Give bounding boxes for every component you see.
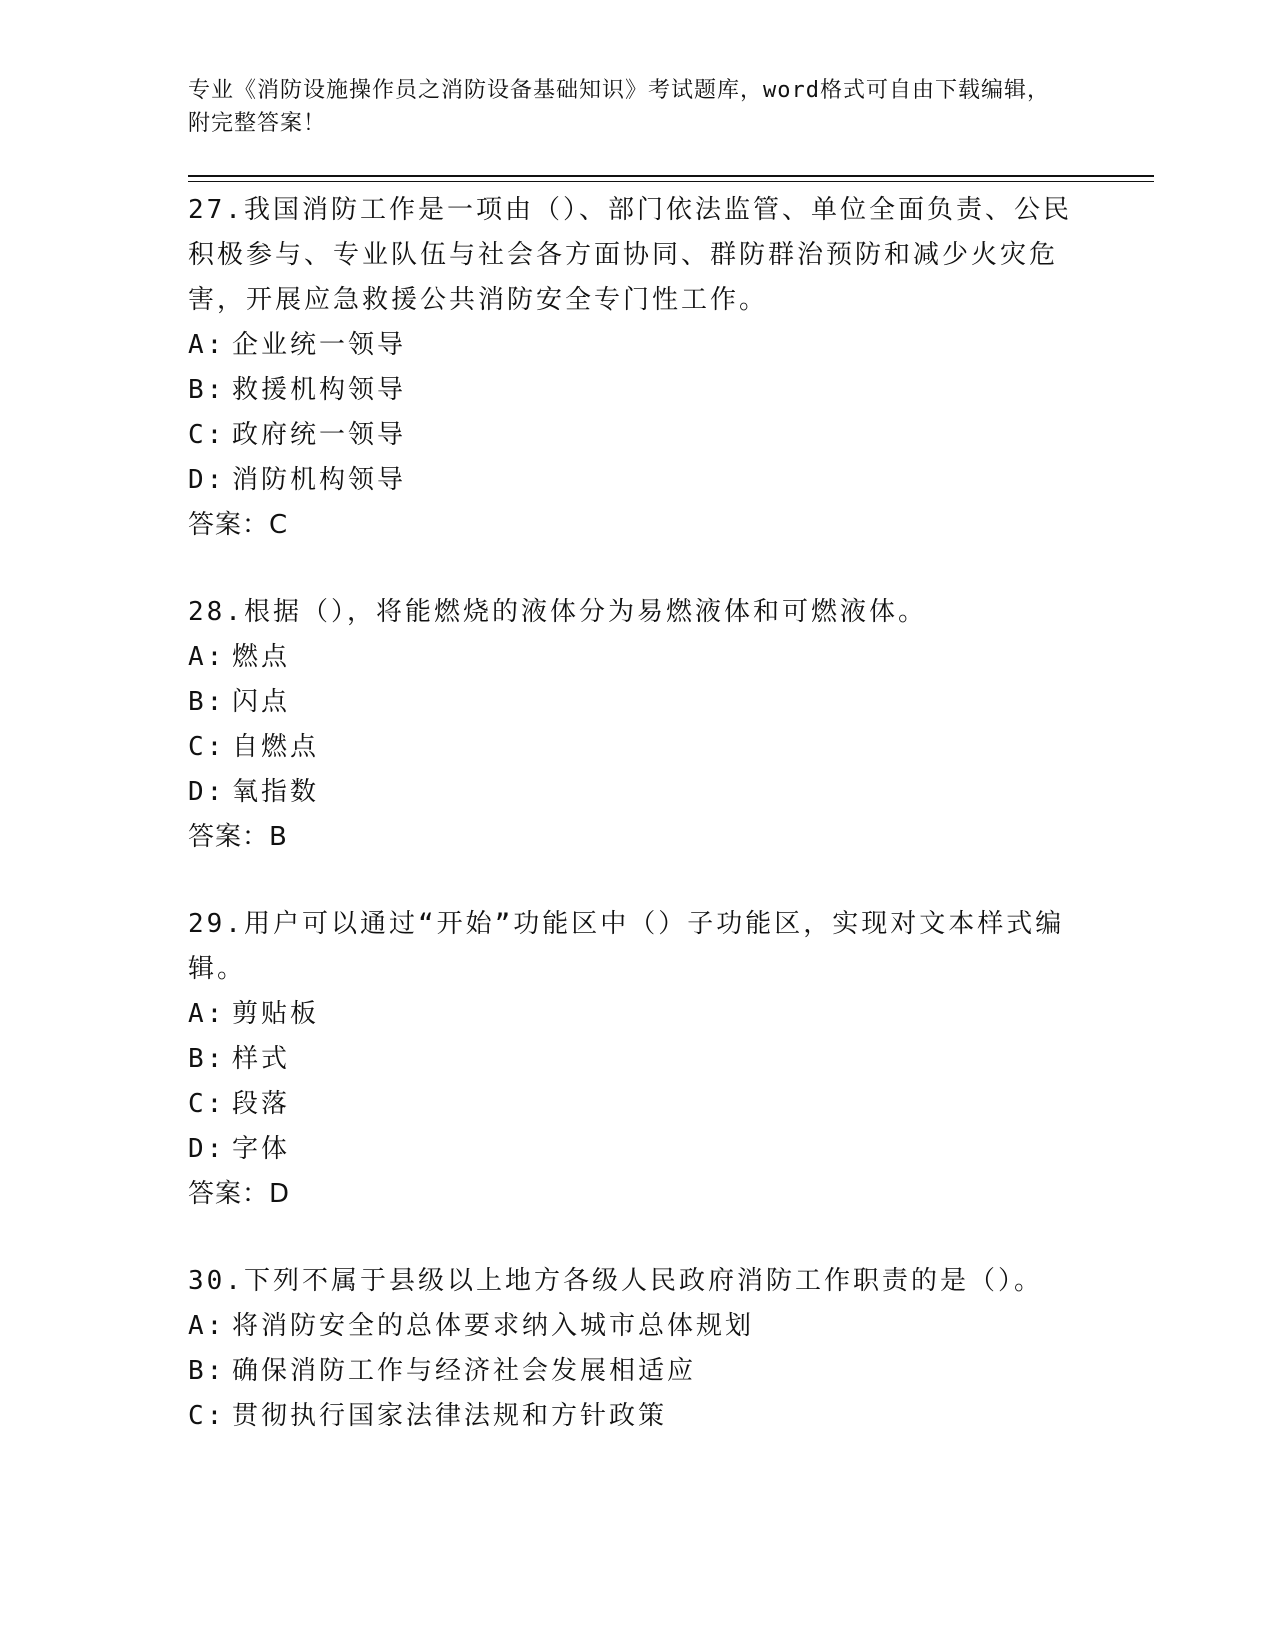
question-stem: 27.我国消防工作是一项由（）、部门依法监管、单位全面负责、公民积极参与、专业队伍与社会各方面协同、群防群治预防和减少火灾危害，开展应急救援公共消防安全专门性工作。 bbox=[188, 195, 1072, 315]
option-text: 样式 bbox=[232, 1044, 291, 1074]
option-text: 政府统一领导 bbox=[232, 420, 407, 450]
option-letter: D: bbox=[188, 777, 226, 807]
option-letter: A: bbox=[188, 999, 226, 1029]
option-text: 段落 bbox=[232, 1089, 291, 1119]
option-text: 救援机构领导 bbox=[232, 375, 407, 405]
option-letter: A: bbox=[188, 1311, 226, 1341]
option-text: 企业统一领导 bbox=[232, 330, 407, 360]
option-letter: D: bbox=[188, 465, 226, 495]
option-letter: A: bbox=[188, 642, 226, 672]
answer-line: 答案：C bbox=[188, 510, 289, 540]
option-text: 消防机构领导 bbox=[232, 465, 407, 495]
option-letter: D: bbox=[188, 1134, 226, 1164]
question-27 bbox=[188, 188, 1088, 548]
option-letter: B: bbox=[188, 687, 226, 717]
option-c bbox=[188, 413, 1088, 458]
answer-line: 答案：B bbox=[188, 822, 288, 852]
option-letter: C: bbox=[188, 732, 226, 762]
option-a bbox=[188, 1304, 1088, 1349]
option-text: 氧指数 bbox=[232, 777, 320, 807]
answer-line: 答案：D bbox=[188, 1179, 291, 1209]
option-b bbox=[188, 368, 1088, 413]
option-text: 确保消防工作与经济社会发展相适应 bbox=[232, 1356, 697, 1386]
option-text: 自燃点 bbox=[232, 732, 320, 762]
option-d bbox=[188, 1127, 1088, 1172]
option-letter: C: bbox=[188, 1089, 226, 1119]
question-stem: 30.下列不属于县级以上地方各级人民政府消防工作职责的是（）。 bbox=[188, 1266, 1043, 1296]
question-list bbox=[188, 188, 1088, 1481]
option-letter: B: bbox=[188, 375, 226, 405]
option-text: 贯彻执行国家法律法规和方针政策 bbox=[232, 1401, 668, 1431]
option-d bbox=[188, 458, 1088, 503]
option-text: 剪贴板 bbox=[232, 999, 320, 1029]
option-a bbox=[188, 323, 1088, 368]
option-b bbox=[188, 1037, 1088, 1082]
header-rule-thin bbox=[188, 181, 1154, 182]
option-text: 闪点 bbox=[232, 687, 291, 717]
option-d bbox=[188, 770, 1088, 815]
header-rule-thick bbox=[188, 175, 1154, 177]
option-letter: A: bbox=[188, 330, 226, 360]
document-header: 专业《消防设施操作员之消防设备基础知识》考试题库，word格式可自由下载编辑，附完整答案！ bbox=[188, 78, 1050, 136]
option-a bbox=[188, 992, 1088, 1037]
option-b bbox=[188, 1349, 1088, 1394]
question-stem: 29.用户可以通过“开始”功能区中（）子功能区，实现对文本样式编辑。 bbox=[188, 909, 1065, 984]
option-c bbox=[188, 725, 1088, 770]
option-c bbox=[188, 1394, 1088, 1439]
question-stem: 28.根据（），将能燃烧的液体分为易燃液体和可燃液体。 bbox=[188, 597, 927, 627]
option-text: 燃点 bbox=[232, 642, 291, 672]
option-letter: C: bbox=[188, 420, 226, 450]
option-letter: B: bbox=[188, 1044, 226, 1074]
option-a bbox=[188, 635, 1088, 680]
option-text: 将消防安全的总体要求纳入城市总体规划 bbox=[232, 1311, 755, 1341]
question-29 bbox=[188, 902, 1088, 1217]
question-30 bbox=[188, 1259, 1088, 1439]
option-letter: C: bbox=[188, 1401, 226, 1431]
option-b bbox=[188, 680, 1088, 725]
question-28 bbox=[188, 590, 1088, 860]
option-text: 字体 bbox=[232, 1134, 291, 1164]
option-letter: B: bbox=[188, 1356, 226, 1386]
option-c bbox=[188, 1082, 1088, 1127]
